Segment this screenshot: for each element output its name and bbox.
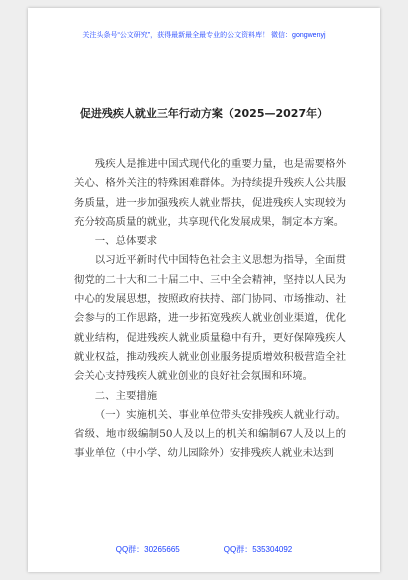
header-notice: 关注头条号“公文研究”，获得最新最全最专业的公文资料库！ 微信：gongwenyj (82, 32, 326, 39)
document-page (28, 8, 380, 572)
document-body (74, 155, 346, 464)
document-title: 促进残疾人就业三年行动方案（2025—2027年） (79, 107, 329, 120)
paragraph-guiding-thought: 以习近平新时代中国特色社会主义思想为指导，全面贯彻党的二十大和二十届二中、三中全会精神，坚持以人民为中心的发展思想，按照政府扶持、部门协同、市场推动、社会参与的工作思路，进一步拓宽残疾人就业创业渠道，优化就业结构，促进残疾人就业质量稳中有升，更好保障残疾人就业权益，推动残疾人就业创业服务提质增效积极营造全社会关心支持残疾人就业创业的良好社会氛围和环境。 (74, 254, 346, 383)
paragraph-measure-one: （一）实施机关、事业单位带头安排残疾人就业行动。省级、地市级编制50人及以上的机关和编制67人及以上的事业单位（中小学、幼儿园除外）安排残疾人就业未达到 (74, 408, 346, 460)
footer-qq-groups (28, 544, 380, 555)
footer-qq-right: QQ群：535304092 (223, 545, 293, 554)
section-heading-main-measures: 二、主要措施 (94, 389, 158, 402)
section-heading-general-requirements: 一、总体要求 (94, 235, 158, 248)
footer-qq-left: QQ群：30265665 (115, 545, 180, 554)
paragraph-intro: 残疾人是推进中国式现代化的重要力量，也是需要格外关心、格外关注的特殊困难群体。为持续提升残疾人公共服务质量，进一步加强残疾人就业帮扶，促进残疾人实现较为充分较高质量的就业，共享现代化发展成果，制定本方案。 (74, 158, 346, 228)
